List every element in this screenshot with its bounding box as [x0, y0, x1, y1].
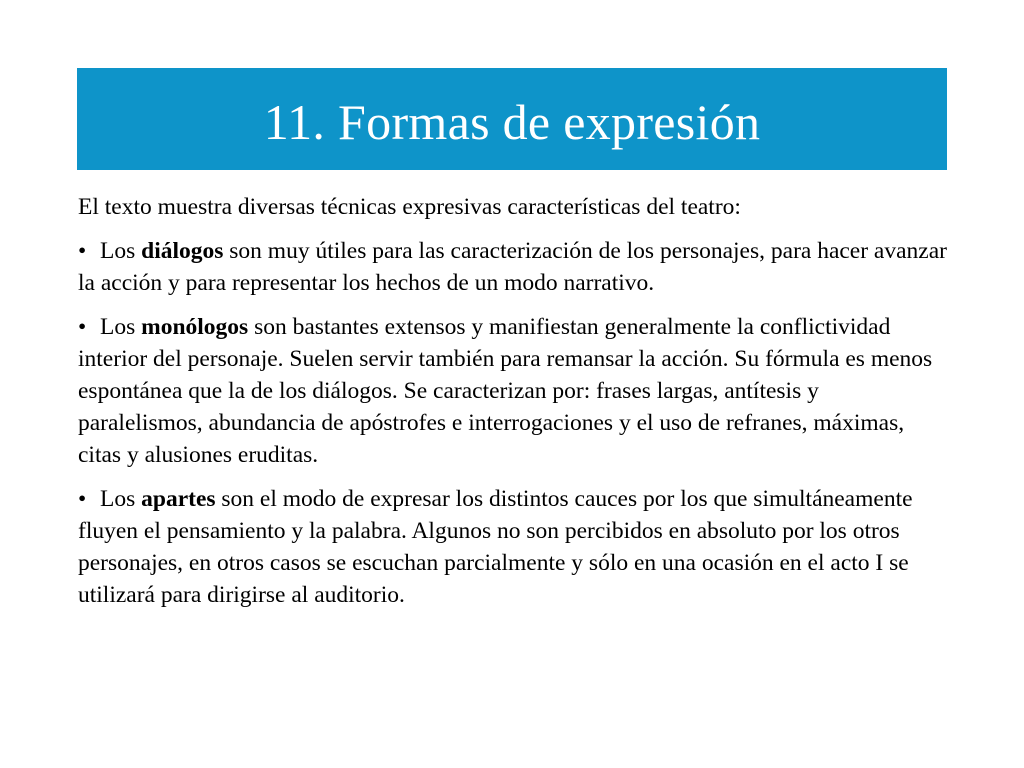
- bullet-text: son el modo de expresar los distintos cauces por los que simultáneamente fluyen el pensamiento y la palabra. Algunos no son percibidos en absoluto por los otros personajes, en otros casos se escuchan parcialmente y sólo en una ocasión en el acto I se utilizará para dirigirse al auditorio.: [78, 486, 913, 608]
- intro-text: El texto muestra diversas técnicas expresivas características del teatro:: [78, 194, 741, 220]
- bullet-icon: •: [78, 486, 87, 512]
- bullet-keyword: apartes: [141, 486, 216, 512]
- bullet-prefix: Los: [100, 486, 142, 512]
- bullet-item-apartes: [78, 483, 948, 611]
- bullet-keyword: diálogos: [141, 238, 224, 264]
- bullet-icon: •: [78, 238, 87, 264]
- title-bar: [77, 68, 947, 170]
- bullet-icon: •: [78, 314, 87, 340]
- bullet-prefix: Los: [100, 314, 142, 340]
- bullet-item-monologos: [78, 311, 948, 471]
- bullet-keyword: monólogos: [141, 314, 249, 340]
- slide-title: 11. Formas de expresión: [263, 94, 761, 150]
- bullet-text: son bastantes extensos y manifiestan generalmente la conflictividad interior del personaje. Suelen servir también para remansar la acción. Su fórmula es menos espontánea que la de los diálogos. Se caracterizan por: frases largas, antítesis y paralelismos, abundancia de apóstrofes e interrogaciones y el uso de refranes, máximas, citas y alusiones eruditas.: [78, 314, 933, 468]
- bullet-item-dialogos: [78, 235, 948, 299]
- bullet-text: son muy útiles para las caracterización de los personajes, para hacer avanzar la acción y para representar los hechos de un modo narrativo.: [78, 238, 947, 296]
- slide-content: [78, 191, 948, 623]
- bullet-prefix: Los: [100, 238, 142, 264]
